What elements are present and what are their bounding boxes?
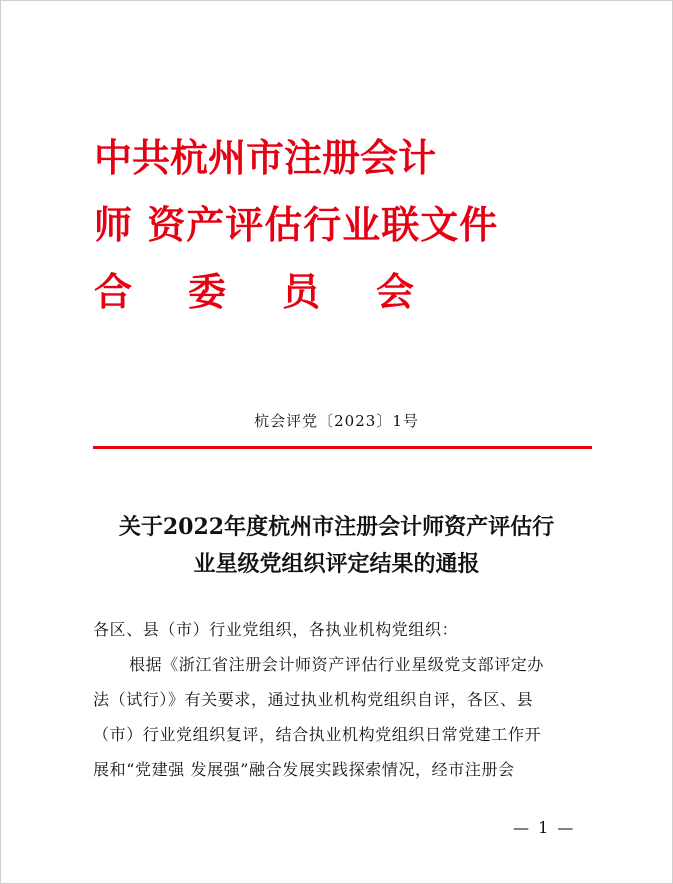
title-line-1: 关于2022年度杭州市注册会计师资产评估行 (118, 514, 555, 540)
body-line-4: 展和“党建强 发展强”融合发展实践探索情况，经市注册会 (93, 760, 515, 779)
document-title (80, 509, 593, 583)
document-body (93, 612, 593, 787)
page-number: — 1 — (513, 818, 576, 837)
salutation: 各区、县（市）行业党组织，各执业机构党组织： (93, 620, 459, 639)
issuing-authority-header (94, 125, 614, 326)
header-line-3: 合委员会 (94, 270, 471, 314)
body-line-2: 法（试行）》有关要求，通过执业机构党组织自评，各区、县 (93, 690, 534, 709)
header-line-2: 师 资产评估行业联文件 (94, 203, 499, 247)
body-line-3: （市）行业党组织复评，结合执业机构党组织日常党建工作开 (93, 725, 542, 744)
document-number: 杭会评党〔2023〕1号 (254, 412, 419, 430)
title-line-2: 业星级党组织评定结果的通报 (193, 551, 480, 577)
header-line-1: 中共杭州市注册会计 (94, 136, 437, 180)
body-line-1: 根据《浙江省注册会计师资产评估行业星级党支部评定办 (129, 655, 545, 674)
red-separator-line (93, 446, 592, 449)
